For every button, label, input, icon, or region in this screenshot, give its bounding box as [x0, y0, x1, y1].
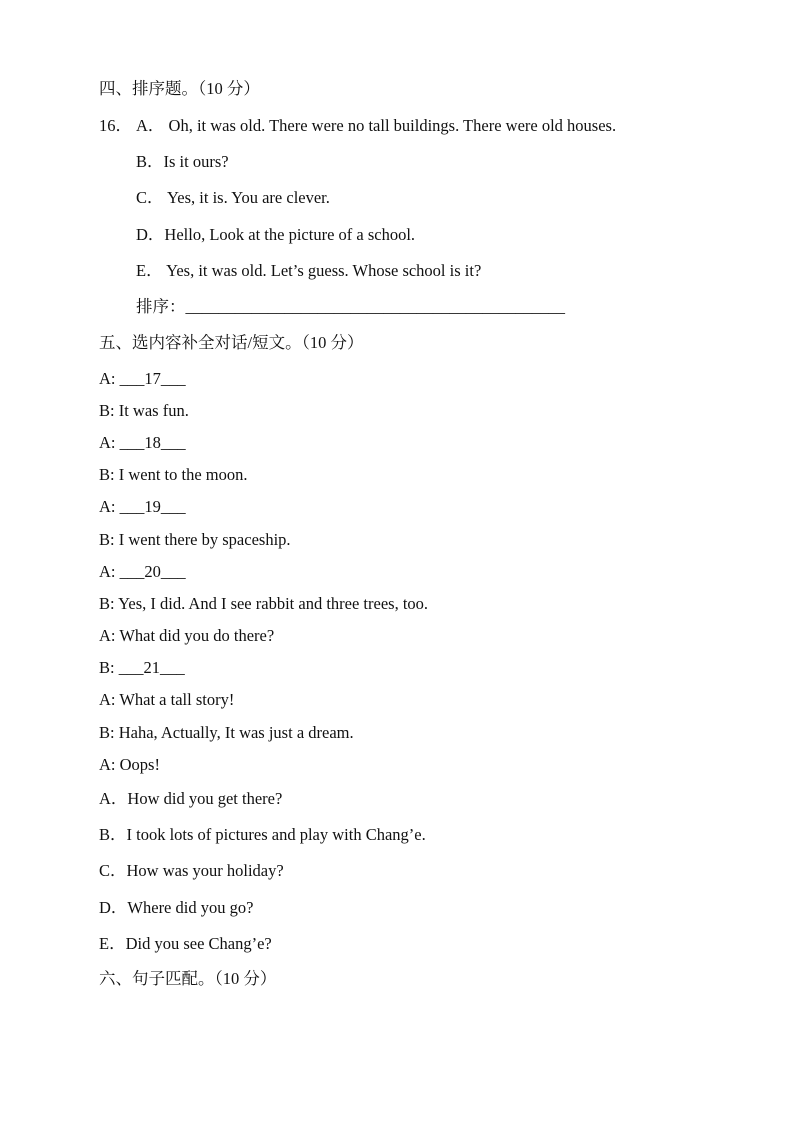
q16-option-c: C． Yes, it is. You are clever. — [136, 188, 330, 207]
choice-a: A．How did you get there? — [99, 789, 283, 808]
dialogue-line: B: It was fun. — [99, 401, 189, 420]
section-4-heading: 四、排序题。（10 分） — [99, 79, 260, 98]
dialogue-line: A: ___20___ — [99, 562, 186, 581]
choice-e: E．Did you see Chang’e? — [99, 934, 272, 953]
dialogue-line: B: I went to the moon. — [99, 465, 248, 484]
q16-option-b: B．Is it ours? — [136, 152, 229, 171]
dialogue-line: B: ___21___ — [99, 658, 185, 677]
dialogue-line: B: I went there by spaceship. — [99, 530, 291, 549]
question-16-number: 16． — [99, 116, 132, 135]
choice-d: D．Where did you go? — [99, 898, 254, 917]
choice-b: B．I took lots of pictures and play with Chang’e. — [99, 825, 426, 844]
choice-c: C．How was your holiday? — [99, 861, 284, 880]
dialogue-line: A: ___19___ — [99, 497, 186, 516]
section-5-heading: 五、选内容补全对话/短文。（10 分） — [99, 333, 364, 352]
dialogue-line: A: What a tall story! — [99, 690, 235, 709]
dialogue-line: A: ___18___ — [99, 433, 186, 452]
q16-option-d: D．Hello, Look at the picture of a school. — [136, 225, 416, 244]
q16-option-e: E． Yes, it was old. Let’s guess. Whose school is it? — [136, 261, 482, 280]
dialogue-line: B: Yes, I did. And I see rabbit and three trees, too. — [99, 594, 429, 613]
dialogue-line: A: Oops! — [99, 755, 160, 774]
dialogue-line: A: ___17___ — [99, 369, 186, 388]
section-6-heading: 六、句子匹配。（10 分） — [99, 969, 277, 988]
q16-option-a: A． Oh, it was old. There were no tall buildings. There were old houses. — [136, 116, 617, 135]
q16-answer-line: 排序：______________________________________________ — [136, 297, 565, 316]
dialogue-line: A: What did you do there? — [99, 626, 275, 645]
dialogue-line: B: Haha, Actually, It was just a dream. — [99, 723, 354, 742]
